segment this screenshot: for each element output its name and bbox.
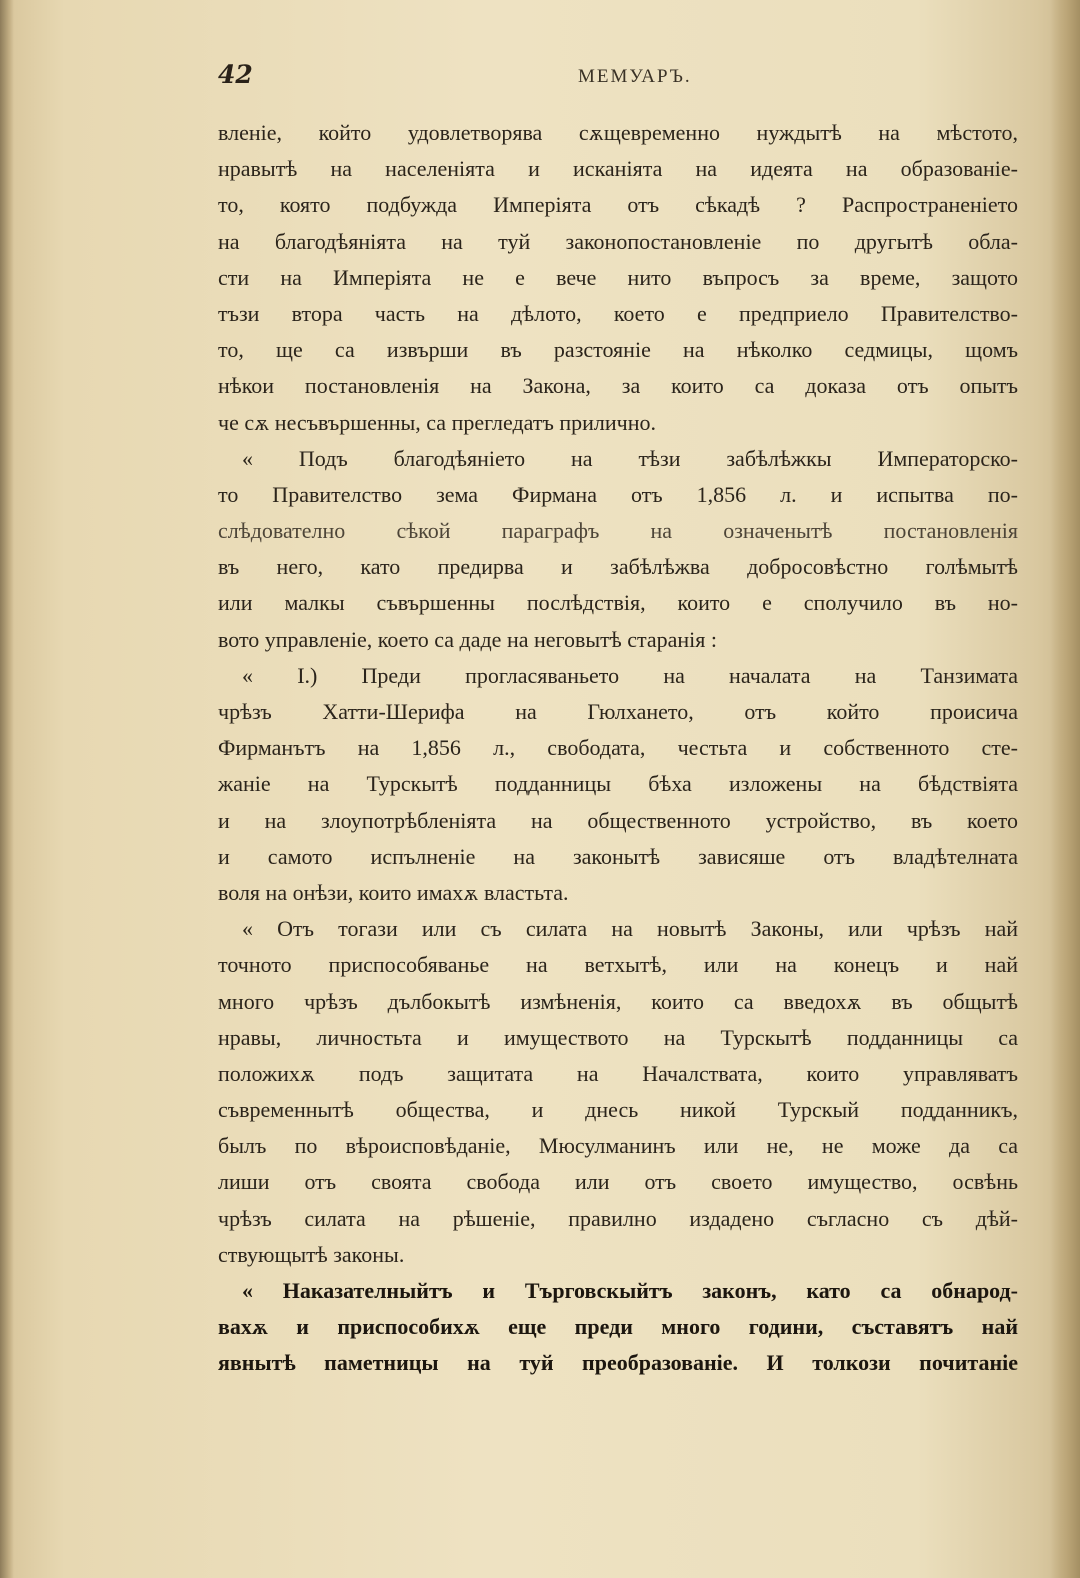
text-line: « Наказателныйтъ и Търговскыйтъ законъ, като са обнарод-: [242, 1278, 1018, 1303]
text-line: вленіе, който удовлетворява сѫщевременно нуждытѣ на мѣстото,: [218, 120, 1018, 145]
text-line: че сѫ несъвършенны, са прегледатъ прилично.: [218, 409, 656, 435]
text-line: « Подъ благодѣянiето на тѣзи забѣлѣжкы Императорско-: [242, 445, 1018, 471]
text-line: съвременнытѣ общества, и днесь никой Турскый подданникъ,: [218, 1097, 1018, 1123]
page-number: 42: [218, 60, 253, 89]
text-line: тъзи втора часть на дѣлото, което е предприело Правителство-: [218, 300, 1018, 326]
page-header: [218, 60, 1018, 100]
page-right-edge: [1050, 0, 1080, 1578]
text-line: жанiе на Турскытѣ подданницы бѣха изложены на бѣдствiята: [218, 771, 1018, 797]
text-line: ствующытѣ законы.: [218, 1241, 405, 1267]
text-line: Фирманътъ на 1,856 л., свободата, честьта и собственното сте-: [218, 735, 1018, 761]
text-line: или малкы съвършенны послѣдствiя, които е сполучило въ но-: [218, 590, 1018, 616]
text-line: сти на Имперiята не е вече нито въпросъ за време, защото: [218, 264, 1018, 290]
text-line: лиши отъ своята свобода или отъ своето имущество, освѣнь: [218, 1169, 1018, 1195]
text-line: точното приспособяванье на ветхытѣ, или на конецъ и най: [218, 952, 1018, 978]
text-line: воля на онѣзи, които имахѫ властьта.: [218, 879, 569, 905]
text-line: чрѣзъ Хатти-Шерифа на Гюлхането, отъ който происича: [218, 699, 1018, 724]
text-line: вото управленiе, което са даде на неговытѣ старанiя :: [218, 626, 718, 652]
text-line: нравы, личностьта и имуществото на Турскытѣ подданницы са: [218, 1024, 1018, 1050]
text-line: то, която подбужда Имперiята отъ сѣкадѣ ? Распространенiето: [218, 192, 1018, 218]
text-line: вахѫ и приспособихѫ еще преди много години, съставятъ най: [218, 1314, 1018, 1340]
text-line: на благодѣянiята на туй законопостановленiе по другытѣ обла-: [218, 228, 1018, 254]
text-line: положихѫ подъ защитата на Началствата, които управляватъ: [218, 1060, 1018, 1086]
text-line: много чрѣзъ дълбокытѣ измѣненiя, които са введохѫ въ общытѣ: [218, 988, 1018, 1014]
page-left-edge: [0, 0, 14, 1578]
text-line: нравытѣ на населенiята и исканiята на идеята на образованiе-: [218, 156, 1018, 182]
text-line: и самото испълненiе на законытѣ зависяше отъ владѣтелната: [218, 843, 1018, 869]
text-line: чрѣзъ силата на рѣшенiе, правилно издадено съгласно съ дѣй-: [218, 1205, 1018, 1231]
text-line: былъ по вѣроисповѣданiе, Мюсулманинъ или не, не може да са: [218, 1133, 1018, 1159]
text-line: явнытѣ паметницы на туй преобразованiе. И толкози почитанiе: [218, 1350, 1018, 1376]
running-head: МЕМУАРЪ.: [578, 66, 692, 87]
text-line: то Правителство зема Фирмана отъ 1,856 л. и испытва по-: [218, 481, 1018, 507]
text-line: нѣкои постановленiя на Закона, за които са доказа отъ опытъ: [218, 373, 1018, 399]
text-line: и на злоупотрѣбленiята на общественното устройство, въ което: [218, 807, 1018, 833]
text-line: то, ще са извърши въ разстоянiе на нѣколко седмицы, щомъ: [218, 337, 1018, 363]
text-line: слѣдователно сѣкой параграфъ на означенытѣ постановленiя: [218, 518, 1018, 544]
text-line: въ него, като предирва и забѣлѣжва добросовѣстно голѣмытѣ: [218, 554, 1018, 580]
text-line: « I.) Преди прогласяваньето на началата на Танзимата: [242, 662, 1018, 688]
body-text: [218, 115, 1018, 1382]
text-line: « Отъ тогази или съ силата на новытѣ Законы, или чрѣзъ най: [242, 916, 1018, 942]
